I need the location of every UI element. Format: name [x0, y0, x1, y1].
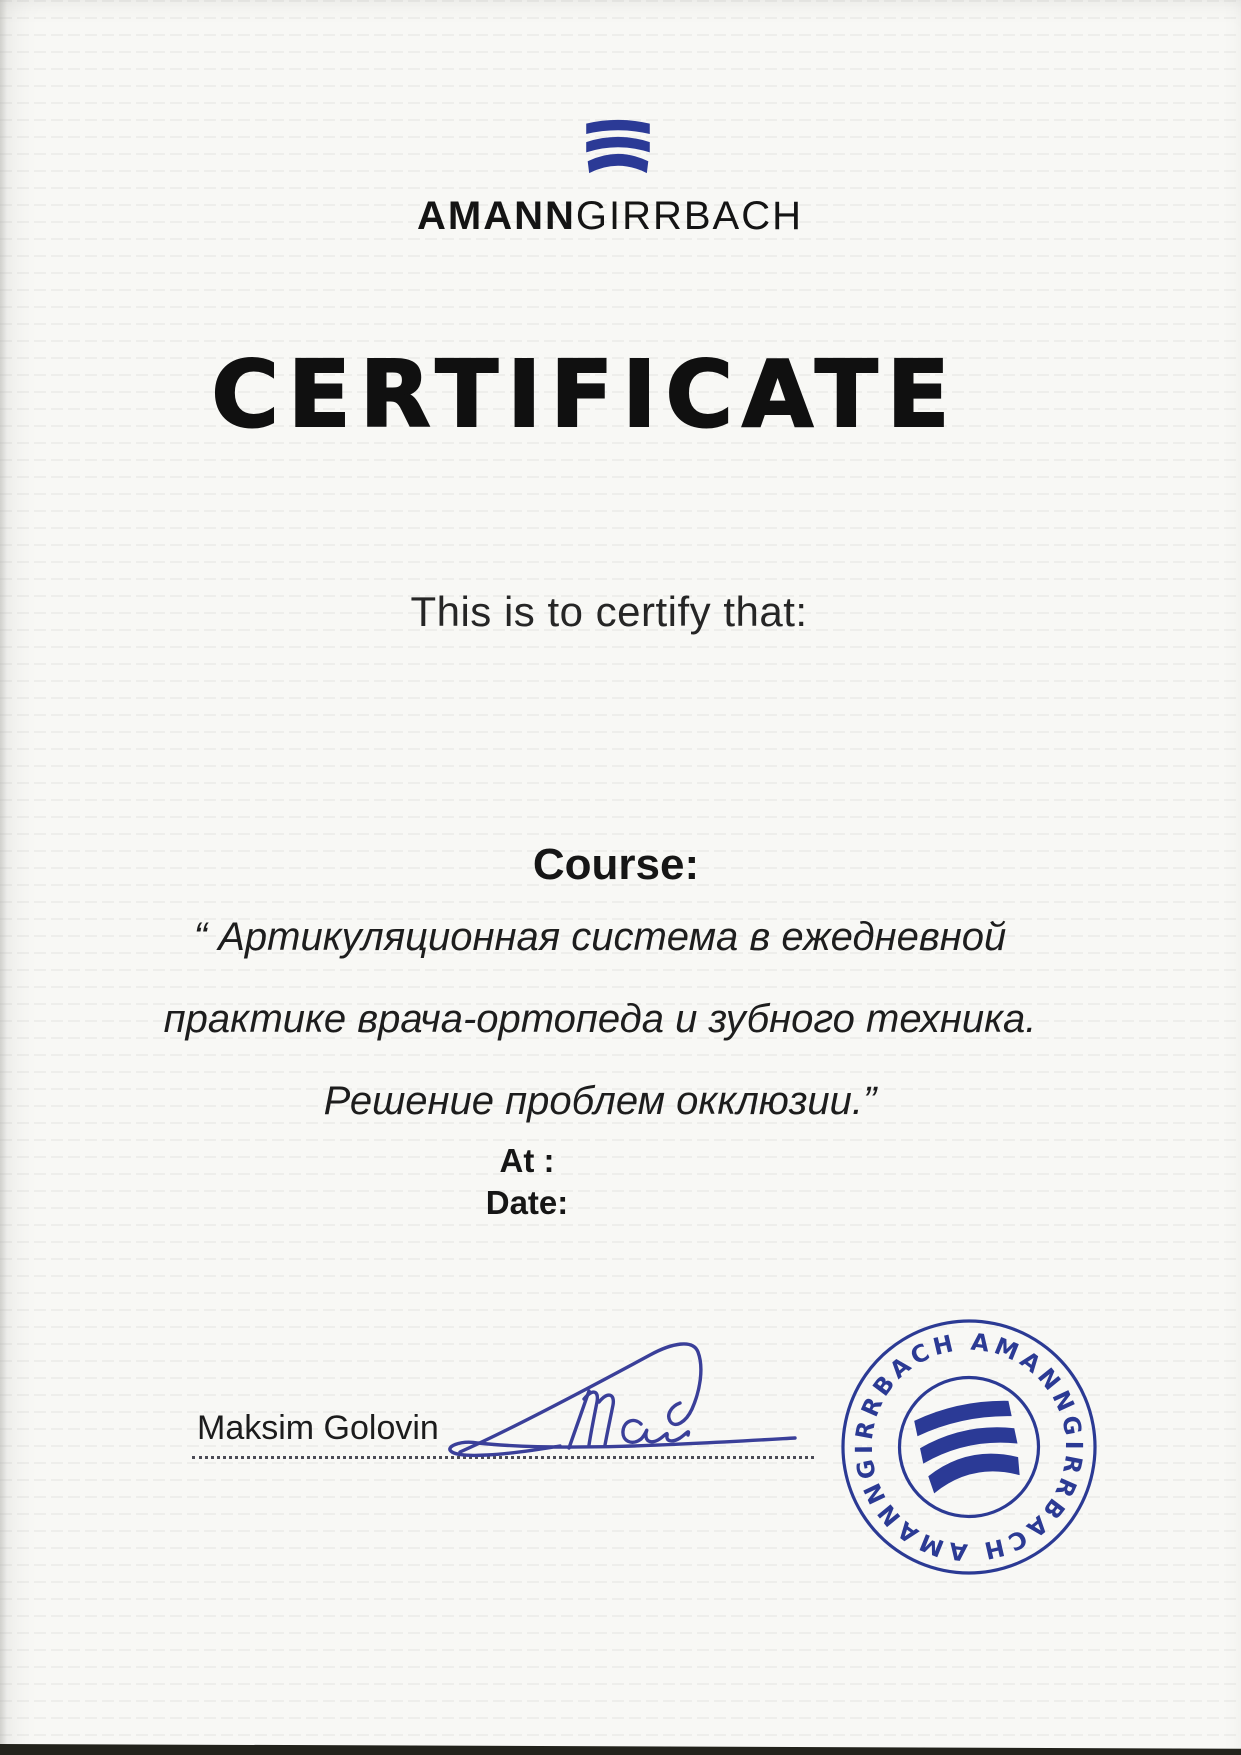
at-date-block	[0, 1140, 1054, 1224]
stamp-ring-text-right: AMANNGIRRBACH	[969, 1327, 1089, 1566]
signatory-name: Maksim Golovin	[197, 1409, 439, 1447]
certify-line: This is to certify that:	[410, 588, 808, 635]
svg-text:AMANNGIRRBACH	[838, 1328, 996, 1578]
course-label: Course:	[532, 840, 700, 889]
stamp-inner-circle	[888, 1366, 1049, 1527]
stamp-ring-text-left: AMANNGIRRBACH	[849, 1328, 970, 1567]
brand-wordmark-regular: GIRRBACH	[575, 194, 803, 238]
brand-wordmark	[0, 194, 1220, 239]
course-quote-line-1: “ Артикуляционная система в ежедневной	[193, 915, 1007, 959]
certificate-title: CERTIFICATE	[211, 341, 959, 448]
scan-edge-bottom	[0, 1742, 1241, 1755]
brand-wordmark-bold: AMANN	[416, 194, 576, 238]
scan-edge-left	[0, 0, 7, 1755]
course-quote-line-2: практике врача-ортопеда и зубного техника.	[163, 997, 1037, 1041]
course-quote	[0, 896, 1200, 1142]
amanngirrbach-arcs-logo	[581, 114, 655, 182]
amanngirrbach-round-stamp	[838, 1316, 1100, 1578]
date-label: Date:	[485, 1184, 569, 1221]
at-label: At :	[499, 1142, 555, 1179]
course-quote-line-3: Решение проблем окклюзии.”	[323, 1079, 877, 1123]
handwritten-signature	[430, 1320, 810, 1470]
stamp-center-logo	[913, 1395, 1024, 1494]
